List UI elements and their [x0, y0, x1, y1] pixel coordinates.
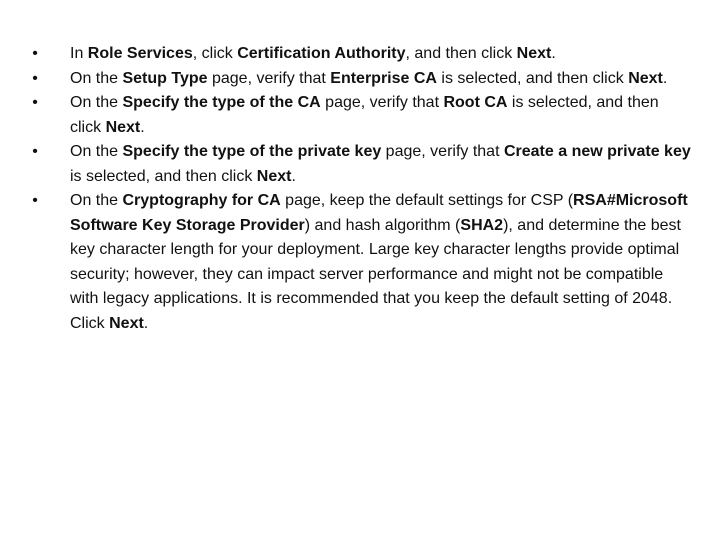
- bullet-text: [70, 70, 667, 87]
- text-run: .: [662, 69, 668, 87]
- bold-term: Cryptography for CA: [122, 192, 281, 209]
- text-run: page, verify that: [207, 69, 331, 87]
- bold-term: Root CA: [443, 94, 508, 111]
- bullet-text: [70, 143, 691, 185]
- list-item: [24, 67, 694, 92]
- bullet-icon: •: [32, 69, 38, 87]
- bold-term: RSA#Microsoft Software Key Storage Provider: [70, 192, 688, 234]
- text-run: On the: [70, 192, 123, 209]
- bold-term: Next: [256, 167, 292, 185]
- text-run: .: [140, 118, 145, 136]
- bold-term: Setup Type: [122, 69, 208, 87]
- text-run: page, keep the default settings for CSP (: [280, 192, 574, 209]
- list-item: [24, 140, 694, 189]
- text-run: On the: [70, 94, 123, 111]
- text-run: On the: [70, 69, 123, 87]
- bold-term: Certification Authority: [237, 45, 406, 62]
- bold-term: Next: [105, 118, 141, 136]
- list-item: [24, 91, 694, 140]
- text-run: In: [70, 45, 88, 62]
- bold-term: Next: [109, 314, 144, 332]
- text-run: is selected, and then click: [436, 69, 629, 87]
- bullet-icon: •: [32, 143, 38, 160]
- text-run: , click: [192, 45, 238, 62]
- bold-term: Next: [628, 69, 663, 87]
- text-run: .: [551, 45, 556, 62]
- text-run: , and then click: [405, 45, 517, 62]
- text-run: .: [291, 167, 296, 185]
- bullet-icon: •: [32, 94, 38, 111]
- bold-term: Specify the type of the CA: [122, 94, 321, 111]
- text-run: ), and determine the best key character length for your deployment. Large key character lengths provide optimal security; however, they can impact server performance and might not be compatible with legacy applications. It is recommended that you keep the default setting of 2048. Click: [70, 216, 681, 332]
- bold-term: Create a new private key: [503, 143, 691, 160]
- text-run: page, verify that: [320, 94, 444, 111]
- bold-term: Specify the type of the private key: [122, 143, 382, 160]
- text-run: .: [143, 314, 149, 332]
- text-run: On the: [70, 143, 123, 160]
- text-run: is selected, and then click: [70, 167, 257, 185]
- bold-term: Enterprise CA: [330, 69, 437, 87]
- bold-term: SHA2: [460, 216, 504, 234]
- text-run: is selected, and then click: [70, 94, 659, 136]
- text-run: page, verify that: [381, 143, 504, 160]
- text-run: ) and hash algorithm (: [304, 216, 461, 234]
- list-item: [24, 189, 694, 336]
- bold-term: Next: [516, 45, 552, 62]
- list-item: [24, 42, 694, 67]
- instruction-list: [24, 42, 694, 336]
- bold-term: Role Services: [87, 45, 193, 62]
- bullet-text: [70, 192, 688, 332]
- bullet-icon: •: [32, 192, 38, 209]
- bullet-text: [70, 45, 556, 62]
- bullet-text: [70, 94, 659, 136]
- bullet-icon: •: [32, 45, 38, 62]
